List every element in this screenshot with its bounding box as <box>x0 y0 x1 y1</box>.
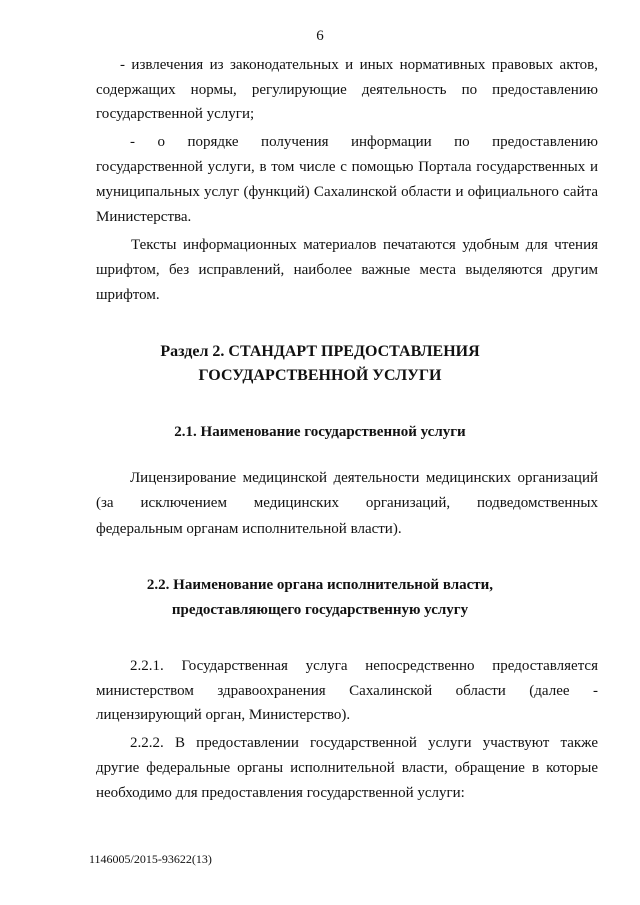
text-line: Тексты информационных материалов печатаются удобным для чтения <box>131 237 598 253</box>
text-line: содержащих нормы, регулирующие деятельность по предоставлению <box>96 82 598 98</box>
text-line: Лицензирование медицинской деятельности медицинских организаций <box>130 470 598 486</box>
subsection-heading: предоставляющего государственную услугу <box>171 602 469 618</box>
text-line: лицензирующий орган, Министерство). <box>96 707 351 723</box>
text-line: муниципальных услуг (функций) Сахалинской области и официального сайта <box>96 184 598 200</box>
text-line: государственной услуги; <box>96 106 255 122</box>
text-line: - о порядке получения информации по предоставлению <box>130 134 598 150</box>
section-heading: Раздел 2. СТАНДАРТ ПРЕДОСТАВЛЕНИЯ <box>160 343 480 360</box>
text-line: другие федеральные органы исполнительной власти, обращение в которые <box>96 760 598 776</box>
subsection-heading: 2.1. Наименование государственной услуги <box>174 424 466 440</box>
text-line: федеральным органам исполнительной власти). <box>96 521 402 537</box>
text-line: шрифтом, без исправлений, наиболее важные места выделяются другим <box>96 262 598 278</box>
text-line: (за исключением медицинских организаций, подведомственных <box>96 495 598 511</box>
section-heading: ГОСУДАРСТВЕННОЙ УСЛУГИ <box>198 367 442 384</box>
text-line: государственной услуги, в том числе с помощью Портала государственных и <box>96 159 598 175</box>
subsection-heading: 2.2. Наименование органа исполнительной власти, <box>146 577 494 593</box>
page-number: 6 <box>316 28 324 44</box>
text-line: необходимо для предоставления государственной услуги: <box>96 785 465 801</box>
text-line: 2.2.1. Государственная услуга непосредственно предоставляется <box>130 658 598 674</box>
document-code: 1146005/2015-93622(13) <box>89 852 212 866</box>
text-line: министерством здравоохранения Сахалинской области (далее - <box>96 683 598 699</box>
text-line: Министерства. <box>96 209 192 225</box>
text-line: 2.2.2. В предоставлении государственной услуги участвуют также <box>130 735 598 751</box>
text-line: шрифтом. <box>96 287 160 303</box>
text-line: - извлечения из законодательных и иных нормативных правовых актов, <box>120 57 598 73</box>
